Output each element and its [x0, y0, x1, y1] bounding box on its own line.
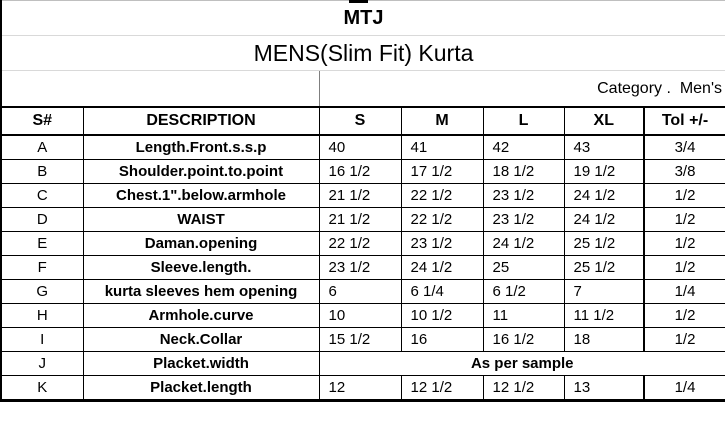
table-row-c: [1, 184, 725, 208]
col-header-size-xl: XL: [564, 107, 644, 135]
cell-sn: G: [1, 280, 83, 304]
cell-size-l: 25: [483, 256, 564, 280]
brand-title: MTJ: [1, 1, 725, 36]
cell-tolerance: 1/2: [644, 208, 725, 232]
table-row-a: [1, 135, 725, 160]
cell-description: Sleeve.length.: [83, 256, 319, 280]
cell-sn: J: [1, 352, 83, 376]
cell-size-l: 12 1/2: [483, 376, 564, 401]
cell-size-s: 23 1/2: [319, 256, 401, 280]
cell-sn: F: [1, 256, 83, 280]
cell-tolerance: 3/8: [644, 160, 725, 184]
cell-sn: K: [1, 376, 83, 401]
table-row-j: [1, 352, 725, 376]
cell-sn: B: [1, 160, 83, 184]
cell-tolerance: 1/2: [644, 184, 725, 208]
title-row: [1, 1, 725, 36]
cell-size-xl: 25 1/2: [564, 232, 644, 256]
table-row-i: [1, 328, 725, 352]
table-row-k: [1, 376, 725, 401]
cell-description: Placket.length: [83, 376, 319, 401]
cell-size-m: 41: [401, 135, 483, 160]
cell-description: Daman.opening: [83, 232, 319, 256]
cell-tolerance: 3/4: [644, 135, 725, 160]
cell-tolerance: 1/4: [644, 280, 725, 304]
cell-sn: D: [1, 208, 83, 232]
cell-sn: E: [1, 232, 83, 256]
cell-size-xl: 19 1/2: [564, 160, 644, 184]
cell-description: Placket.width: [83, 352, 319, 376]
cell-size-s: 16 1/2: [319, 160, 401, 184]
table-row-b: [1, 160, 725, 184]
subtitle-row: [1, 36, 725, 71]
table-row-d: [1, 208, 725, 232]
cell-size-s: 6: [319, 280, 401, 304]
col-header-size-l: L: [483, 107, 564, 135]
table-row-g: [1, 280, 725, 304]
cell-description: Length.Front.s.s.p: [83, 135, 319, 160]
cell-size-l: 16 1/2: [483, 328, 564, 352]
sheet-subtitle: MENS(Slim Fit) Kurta: [1, 36, 725, 71]
cell-size-xl: 7: [564, 280, 644, 304]
cell-size-xl: 24 1/2: [564, 208, 644, 232]
cell-merged-as-per-sample: As per sample: [319, 352, 725, 376]
category-label: Category . Men's: [319, 71, 725, 108]
cell-description: Shoulder.point.to.point: [83, 160, 319, 184]
cell-size-s: 12: [319, 376, 401, 401]
table-row-h: [1, 304, 725, 328]
cell-description: kurta sleeves hem opening: [83, 280, 319, 304]
cell-description: Chest.1".below.armhole: [83, 184, 319, 208]
cell-description: WAIST: [83, 208, 319, 232]
header-row: [1, 107, 725, 135]
cell-tolerance: 1/4: [644, 376, 725, 401]
cell-size-m: 10 1/2: [401, 304, 483, 328]
cell-tolerance: 1/2: [644, 232, 725, 256]
col-header-size-m: M: [401, 107, 483, 135]
col-header-sn: S#: [1, 107, 83, 135]
cell-size-l: 23 1/2: [483, 184, 564, 208]
col-header-size-s: S: [319, 107, 401, 135]
cell-size-l: 6 1/2: [483, 280, 564, 304]
cell-size-l: 24 1/2: [483, 232, 564, 256]
category-row: [1, 71, 725, 108]
cell-description: Armhole.curve: [83, 304, 319, 328]
cell-tolerance: 1/2: [644, 328, 725, 352]
table-row-f: [1, 256, 725, 280]
cell-size-xl: 11 1/2: [564, 304, 644, 328]
cell-size-s: 15 1/2: [319, 328, 401, 352]
cell-tolerance: 1/2: [644, 304, 725, 328]
col-header-tolerance: Tol +/-: [644, 107, 725, 135]
cell-sn: C: [1, 184, 83, 208]
cell-size-s: 10: [319, 304, 401, 328]
cell-size-m: 12 1/2: [401, 376, 483, 401]
cell-size-m: 22 1/2: [401, 184, 483, 208]
cell-size-s: 21 1/2: [319, 208, 401, 232]
cell-size-s: 21 1/2: [319, 184, 401, 208]
cell-size-m: 24 1/2: [401, 256, 483, 280]
cell-sn: A: [1, 135, 83, 160]
cell-size-xl: 25 1/2: [564, 256, 644, 280]
cell-size-s: 40: [319, 135, 401, 160]
table-row-e: [1, 232, 725, 256]
cell-description: Neck.Collar: [83, 328, 319, 352]
cell-size-l: 42: [483, 135, 564, 160]
cell-size-l: 18 1/2: [483, 160, 564, 184]
cell-size-l: 23 1/2: [483, 208, 564, 232]
cell-size-xl: 43: [564, 135, 644, 160]
cell-size-xl: 24 1/2: [564, 184, 644, 208]
cell-size-xl: 13: [564, 376, 644, 401]
cell-size-l: 11: [483, 304, 564, 328]
cell-size-m: 16: [401, 328, 483, 352]
cell-sn: I: [1, 328, 83, 352]
cell-size-m: 22 1/2: [401, 208, 483, 232]
cell-size-m: 23 1/2: [401, 232, 483, 256]
col-header-description: DESCRIPTION: [83, 107, 319, 135]
category-empty-cell: [1, 71, 319, 108]
cell-sn: H: [1, 304, 83, 328]
top-edge-artifact: [349, 0, 368, 3]
cell-size-xl: 18: [564, 328, 644, 352]
cell-size-m: 6 1/4: [401, 280, 483, 304]
cell-size-m: 17 1/2: [401, 160, 483, 184]
cell-size-s: 22 1/2: [319, 232, 401, 256]
cell-tolerance: 1/2: [644, 256, 725, 280]
